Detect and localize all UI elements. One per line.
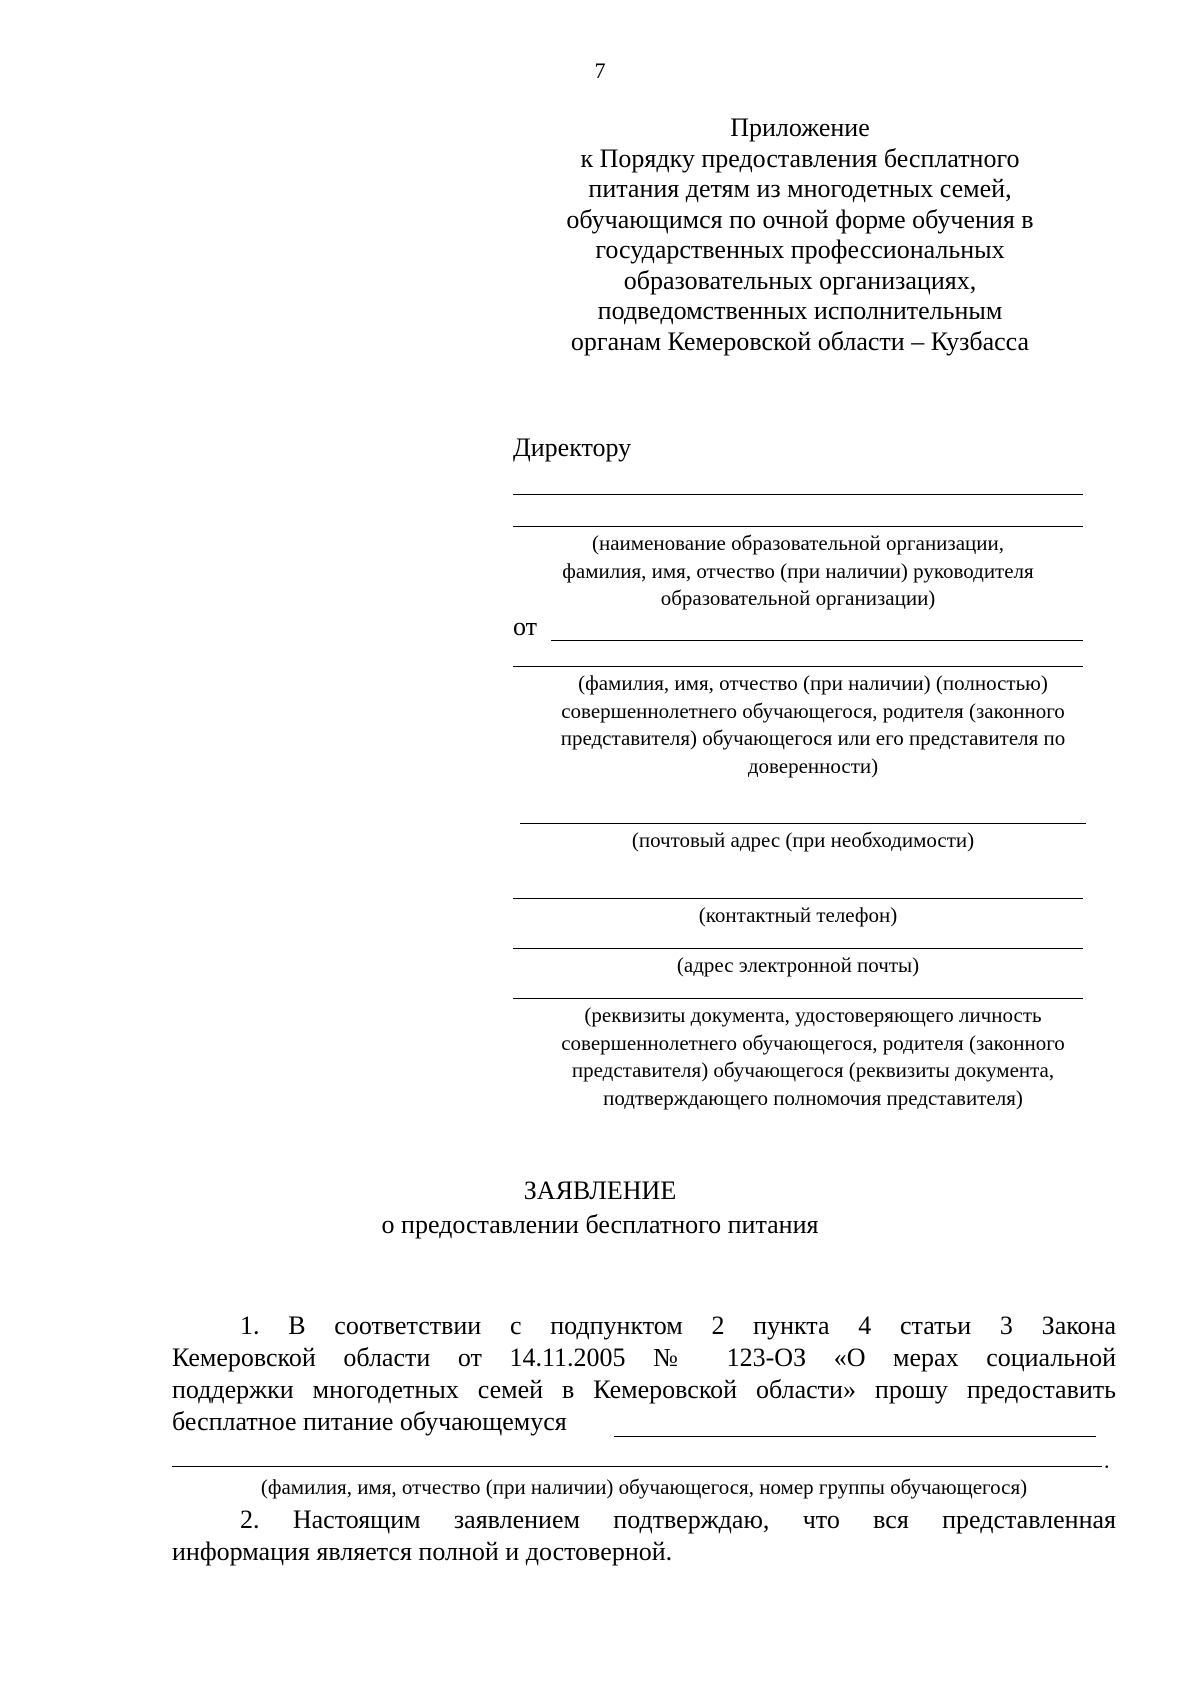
applicant-name-line-2[interactable] — [513, 666, 1083, 667]
para1-line: поддержки многодетных семей в Кемеровской области» прошу предоставить — [172, 1375, 1116, 1404]
appendix-line: к Порядку предоставления бесплатного — [580, 143, 1020, 173]
para1-line: бесплатное питание обучающемуся — [172, 1407, 567, 1436]
para2-line: информация является полной и достоверной. — [172, 1537, 673, 1566]
para1-line: Кемеровской области от 14.11.2005 № 123-ОЗ «О мерах социальной — [172, 1343, 1116, 1372]
page-number: 7 — [594, 58, 606, 83]
from-label: от — [513, 612, 538, 641]
appendix-line: Приложение — [730, 113, 870, 142]
email-line[interactable] — [513, 948, 1083, 949]
student-caption: (фамилия, имя, отчество (при наличии) обучающегося, номер группы обучающегося) — [260, 1475, 1028, 1499]
statement-subtitle: о предоставлении бесплатного питания — [381, 1210, 819, 1239]
appendix-line: подведомственных исполнительным — [597, 296, 1003, 325]
director-blank-line-1[interactable] — [513, 494, 1083, 495]
email-caption: (адрес электронной почты) — [676, 953, 920, 977]
phone-caption: (контактный телефон) — [698, 903, 898, 927]
appendix-line: питания детям из многодетных семей, — [588, 174, 1012, 203]
document-details-line[interactable] — [513, 998, 1083, 999]
appendix-line: органам Кемеровской области – Кузбасса — [570, 326, 1030, 356]
document-caption: (реквизиты документа, удостоверяющего личность совершеннолетнего обучающегося, родителя (законного представителя) обучающегося (реквизиты документа, подтверждающего полномочия представителя) — [561, 1003, 1065, 1110]
statement-title: ЗАЯВЛЕНИЕ — [523, 1176, 677, 1205]
student-name-line-1[interactable] — [614, 1436, 1096, 1437]
para1-line: 1. В соответствии с подпунктом 2 пункта 4 статьи 3 Закона — [240, 1311, 1116, 1340]
organization-caption: (наименование образовательной организации, фамилия, имя, отчество (при наличии) руководителя образовательной организации) — [562, 531, 1034, 610]
para2-line: 2. Настоящим заявлением подтверждаю, что вся представленная — [240, 1505, 1116, 1534]
applicant-name-line-1[interactable] — [551, 640, 1083, 641]
postal-caption: (почтовый адрес (при необходимости) — [631, 828, 975, 852]
director-label: Директору — [513, 433, 632, 462]
appendix-line: государственных профессиональных — [595, 235, 1005, 264]
appendix-header — [530, 113, 1070, 357]
end-dot: . — [1104, 1448, 1110, 1473]
appendix-line: образовательных организациях, — [623, 265, 977, 295]
phone-line[interactable] — [513, 898, 1083, 899]
appendix-line: обучающимся по очной форме обучения в — [566, 204, 1034, 234]
student-name-line-2[interactable] — [172, 1466, 1102, 1467]
postal-address-line[interactable] — [520, 823, 1086, 824]
director-blank-line-2[interactable] — [513, 526, 1083, 527]
applicant-caption: (фамилия, имя, отчество (при наличии) (полностью) совершеннолетнего обучающегося, родителя (законного представителя) обучающегося или его представителя по доверенности) — [560, 671, 1066, 778]
